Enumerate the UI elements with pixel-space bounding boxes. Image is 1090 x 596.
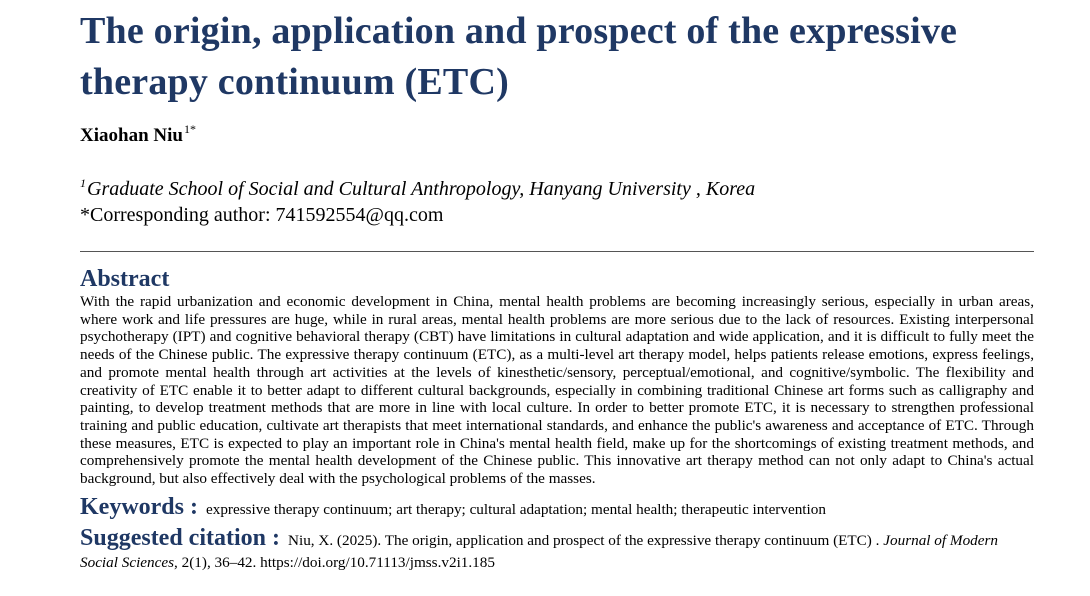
author-name: Xiaohan Niu (80, 125, 183, 146)
paper-title: The origin, application and prospect of the expressive therapy continuum (ETC) (80, 10, 958, 103)
affiliation-marker: 1 (80, 176, 86, 190)
paper-page (80, 0, 1034, 574)
citation-prefix: Niu, X. (2025). The origin, application and prospect of the expressive therapy continuum (ETC) . (288, 531, 880, 549)
author-marker: 1* (183, 122, 196, 136)
abstract-body: With the rapid urbanization and economic development in China, mental health problems are becoming increasingly serious, especially in urban areas, where work and life pressures are huge, while in rural areas, mental health problems are more serious due to the lack of resources. Existing interpersonal psychotherapy (IPT) and cognitive behavioral therapy (CBT) have limitations in cultural adaptation and wide application, and it is difficult to fully meet the needs of the Chinese public. The expressive therapy continuum (ETC), as a multi-level art therapy model, helps patients release emotions, express feelings, and promote mental health through art activities at the levels of kinesthetic/sensory, perceptual/emotional, and cognitive/symbolic. The flexibility and creativity of ETC enable it to better adapt to different cultural backgrounds, especially in combining traditional Chinese art forms such as calligraphy and painting, to develop treatment methods that are more in line with local culture. In order to better promote ETC, it is necessary to strengthen professional training and public education, cultivate art therapists that meet international standards, and enhance the public's awareness and acceptance of ETC. Through these measures, ETC is expected to play an important role in China's mental health field, make up for the shortcomings of existing treatment methods, and comprehensively promote the mental health development of the Chinese public. This innovative art therapy method can not only adapt to China's actual background, but also effectively deal with the psychological problems of the masses. (80, 293, 1034, 488)
citation-label: Suggested citation : (80, 524, 280, 551)
corresponding-author: *Corresponding author: 741592554@qq.com (80, 204, 444, 226)
keywords-row (80, 494, 1034, 523)
keywords-text: expressive therapy continuum; art therapy; cultural adaptation; mental health; therapeutic intervention (205, 500, 826, 518)
affiliation-text: Graduate School of Social and Cultural Anthropology, Hanyang University , Korea (87, 178, 756, 200)
author-line (80, 118, 1034, 147)
citation-journal: Journal of Modern Social Sciences (80, 531, 999, 571)
abstract-heading: Abstract (80, 266, 170, 292)
affiliation-line (80, 171, 1034, 201)
section-divider (80, 251, 1034, 252)
citation-suffix: , 2(1), 36–42. https://doi.org/10.71113/jmss.v2i1.185 (174, 553, 495, 571)
citation-row (80, 524, 1034, 574)
keywords-label: Keywords : (80, 493, 198, 520)
